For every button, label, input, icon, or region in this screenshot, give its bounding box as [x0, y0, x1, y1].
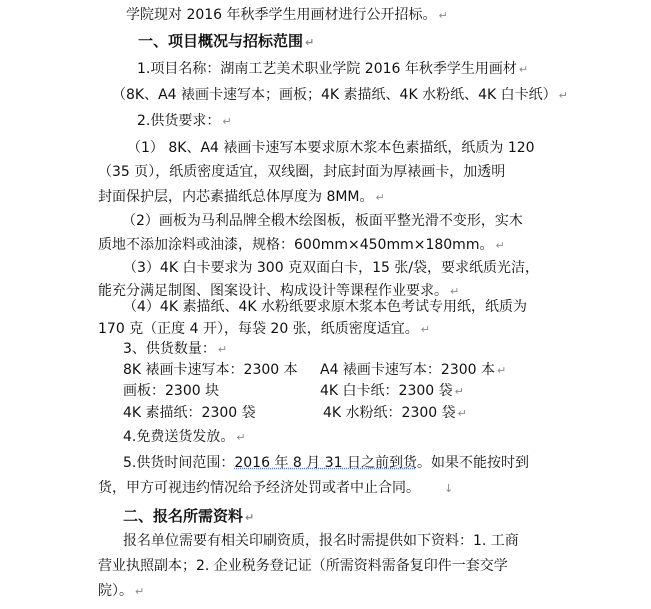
requirement-3-line-1: （3）4K 白卡要求为 300 克双面白卡，15 张/袋，要求纸质光洁， [123, 260, 540, 276]
quantity-4k-white-card: 4K 白卡纸：2300 袋 ↵ [320, 383, 464, 399]
section-heading-registration: 二、报名所需资料 ↵ [123, 507, 255, 525]
paragraph-mark-icon: ↵ [222, 115, 232, 128]
paragraph-mark-icon: ↵ [495, 239, 505, 252]
registration-line-2: 营业执照副本；2. 企业税务登记证（所需资料需备复印件一套交学 [98, 558, 508, 574]
quantity-a4-sketchbook: A4 裱画卡速写本：2300 本 ↵ [320, 362, 507, 378]
requirement-1-line-2: （35 页），纸质密度适宜，双线圈，封底封面为厚裱画卡，加透明 [98, 164, 506, 180]
requirement-1-line-3: 封面保护层，内芯素描纸总体厚度为 8MM。 ↵ [98, 189, 385, 205]
paragraph-mark-icon: ↵ [217, 343, 228, 356]
paragraph-mark-icon: ↵ [518, 63, 529, 76]
requirement-2-line-2: 质地不添加涂料或油漆，规格：600mm×450mm×180mm。 ↵ [98, 237, 505, 253]
delivery-time-line-2: 货，甲方可视违约情况给予经济处罚或者中止合同。 ↓ [98, 480, 454, 496]
requirement-4-line-2: 170 克（正度 4 开），每袋 20 张，纸质密度适宜。 ↵ [98, 321, 430, 337]
section-heading-project-overview: 一、项目概况与招标范围 ↵ [138, 32, 315, 50]
paragraph-mark-icon: ↵ [497, 364, 507, 377]
requirement-4-line-1: （4）4K 素描纸、4K 水粉纸要求原木浆本色考试专用纸，纸质为 [123, 299, 527, 315]
paragraph-mark-icon: ↵ [438, 9, 448, 22]
quantity-4k-sketch-paper: 4K 素描纸：2300 袋 [123, 405, 256, 421]
paragraph-mark-icon: ↵ [457, 407, 467, 420]
quantity-drawing-board: 画板：2300 块 [123, 383, 220, 399]
paragraph-mark-icon: ↵ [375, 191, 385, 204]
paragraph-mark-icon: ↵ [245, 511, 255, 524]
paragraph-mark-icon: ↵ [450, 285, 460, 298]
paragraph-mark-icon: ↵ [420, 323, 430, 336]
paragraph-mark-icon: ↵ [305, 36, 315, 49]
paragraph-mark-icon: ↵ [236, 431, 246, 444]
requirement-2-line-1: （2）画板为马利品牌全椴木绘图板，板面平整光滑不变形，实木 [122, 213, 523, 229]
requirement-3-line-2: 能充分满足制图、图案设计、构成设计等课程作业要求。 ↵ [98, 283, 460, 299]
registration-line-1: 报名单位需要有相关印刷资质，报名时需提供如下资料：1. 工商 [123, 533, 519, 549]
registration-line-3: 院）。 ↵ [98, 583, 145, 599]
paragraph-mark-icon: ↵ [135, 585, 145, 598]
requirement-1-line-1: （1） 8K、A4 裱画卡速写本要求原木浆本色素描纸，纸质为 120 [127, 140, 535, 156]
paragraph-mark-icon: ↵ [454, 385, 464, 398]
end-mark-icon: ↓ [444, 482, 454, 495]
project-scope-line: （8K、A4 裱画卡速写本；画板；4K 素描纸、4K 水粉纸、4K 白卡纸） ↵ [112, 87, 568, 103]
supply-requirements-heading: 2.供货要求： ↵ [137, 113, 232, 129]
project-name-line: 1.项目名称：湖南工艺美术职业学院 2016 年秋季学生用画材 ↵ [137, 61, 529, 77]
paragraph-mark-icon: ↵ [558, 89, 568, 102]
quantity-8k-sketchbook: 8K 裱画卡速写本：2300 本 [123, 362, 298, 378]
intro-line: 学院现对 2016 年秋季学生用画材进行公开招标。 ↵ [126, 7, 448, 23]
free-delivery-line: 4.免费送货发放。 ↵ [123, 429, 246, 445]
quantity-4k-gouache-paper: 4K 水粉纸：2300 袋 ↵ [323, 405, 467, 421]
delivery-deadline: 2016 年 8 月 31 日之前到货 [234, 455, 417, 471]
delivery-time-line-1: 5.供货时间范围：2016 年 8 月 31 日之前到货。如果不能按时到 [123, 455, 529, 471]
supply-quantity-heading: 3、供货数量： ↵ [123, 341, 228, 357]
